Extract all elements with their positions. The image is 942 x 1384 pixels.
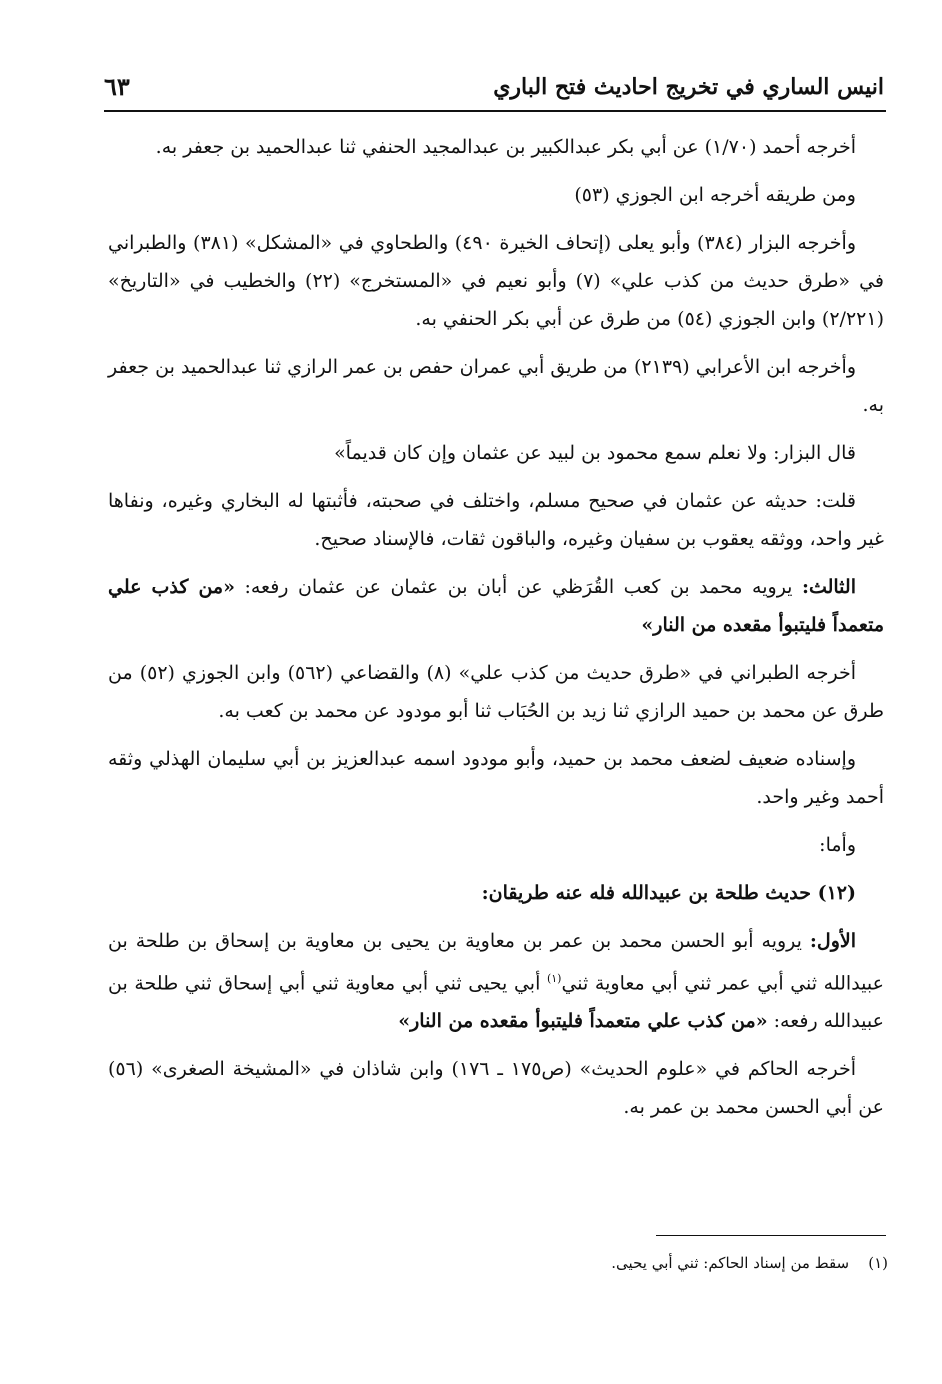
- first-text-b: أبي يحيى ثني أبي معاوية ثني أبي إسحاق ثني طلحة بن عبيدالله رفعه:: [108, 972, 884, 1033]
- paragraph-ibn-aljawzi: ومن طريقه أخرجه ابن الجوزي (٥٣): [574, 184, 856, 206]
- third-text: يرويه محمد بن كعب القُرَظي عن أبان بن عثمان عن عثمان رفعه:: [234, 576, 802, 598]
- book-title: انيس الساري في تخريج احاديث فتح الباري: [493, 74, 884, 100]
- hadith-text-2: «من كذب علي متعمداً فليتبوأ مقعده من النار»: [398, 1010, 768, 1033]
- header-divider: [104, 110, 886, 112]
- footnote: [500, 1250, 888, 1276]
- paragraph-isnad: وإسناده ضعيف لضعف محمد بن حميد، وأبو مودود اسمه عبدالعزيز بن أبي سليمان الهذلي وثقه أحمد وغير واحد.: [108, 748, 884, 808]
- page-number: ٦٣: [104, 72, 130, 101]
- section-heading: [108, 874, 884, 912]
- running-header: [104, 68, 884, 108]
- third-label: الثالث:: [801, 576, 856, 598]
- paragraph-ahmad: أخرجه أحمد (١/٧٠) عن أبي بكر عبدالكبير بن عبدالمجيد الحنفي ثنا عبدالحميد بن جعفر به.: [155, 136, 856, 158]
- footnote-ref: (١): [546, 972, 562, 985]
- hadith-text: «من كذب علي متعمداً فليتبوأ مقعده من النار»: [108, 576, 884, 636]
- first-label: الأول:: [809, 930, 856, 952]
- paragraph-bazzar: وأخرجه البزار (٣٨٤) وأبو يعلى (إتحاف الخيرة ٤٩٠) والطحاوي في «المشكل» (٣٨١) والطبراني في «طرق حديث من كذب علي» (٧) وأبو نعيم في «المستخرج» (٢٢) والخطيب في «التاريخ» (٢/٢٢١) وابن الجوزي (٥٤) من طرق عن أبي بكر الحنفي به.: [108, 232, 884, 330]
- paragraph-wa-amma: وأما:: [819, 834, 856, 856]
- main-text: [108, 128, 884, 1136]
- paragraph-bazzar-quote: قال البزار: ولا نعلم سمع محمود بن لبيد عن عثمان وإن كان قديماً»: [334, 442, 856, 464]
- section-heading-text: (١٢) حديث طلحة بن عبيدالله فله عنه طريقان:: [481, 882, 856, 904]
- footnote-text: سقط من إسناد الحاكم: ثني أبي يحيى.: [611, 1254, 850, 1272]
- paragraph-first-route: [108, 922, 884, 1040]
- paragraph-ibn-alarabi: وأخرجه ابن الأعرابي (٢١٣٩) من طريق أبي عمران حفص بن عمر الرازي ثنا عبدالحميد بن جعفر به.: [108, 356, 884, 416]
- paragraph-comment: قلت: حديثه عن عثمان في صحيح مسلم، واختلف في صحبته، فأثبتها له البخاري وغيره، ونفاها غير واحد، ووثقه يعقوب بن سفيان وغيره، والباقون ثقات، فالإسناد صحيح.: [108, 490, 884, 550]
- first-text-a: يرويه أبو الحسن محمد بن عمر بن معاوية بن يحيى بن معاوية بن إسحاق بن طلحة بن عبيدالله ثني أبي عمر ثني أبي معاوية ثني: [108, 930, 884, 995]
- paragraph-tabarani: أخرجه الطبراني في «طرق حديث من كذب علي» (٨) والقضاعي (٥٦٢) وابن الجوزي (٥٢) من طرق عن محمد بن حميد الرازي ثنا زيد بن الحُبَاب ثنا أبو مودود عن محمد بن كعب به.: [108, 662, 884, 722]
- footnote-marker: (١): [868, 1254, 888, 1272]
- paragraph-hakim: أخرجه الحاكم في «علوم الحديث» (ص١٧٥ ـ ١٧٦) وابن شاذان في «المشيخة الصغرى» (٥٦) عن أبي الحسن محمد بن عمر به.: [108, 1058, 884, 1119]
- footnote-divider: [656, 1235, 886, 1236]
- paragraph-third-route: [108, 568, 884, 644]
